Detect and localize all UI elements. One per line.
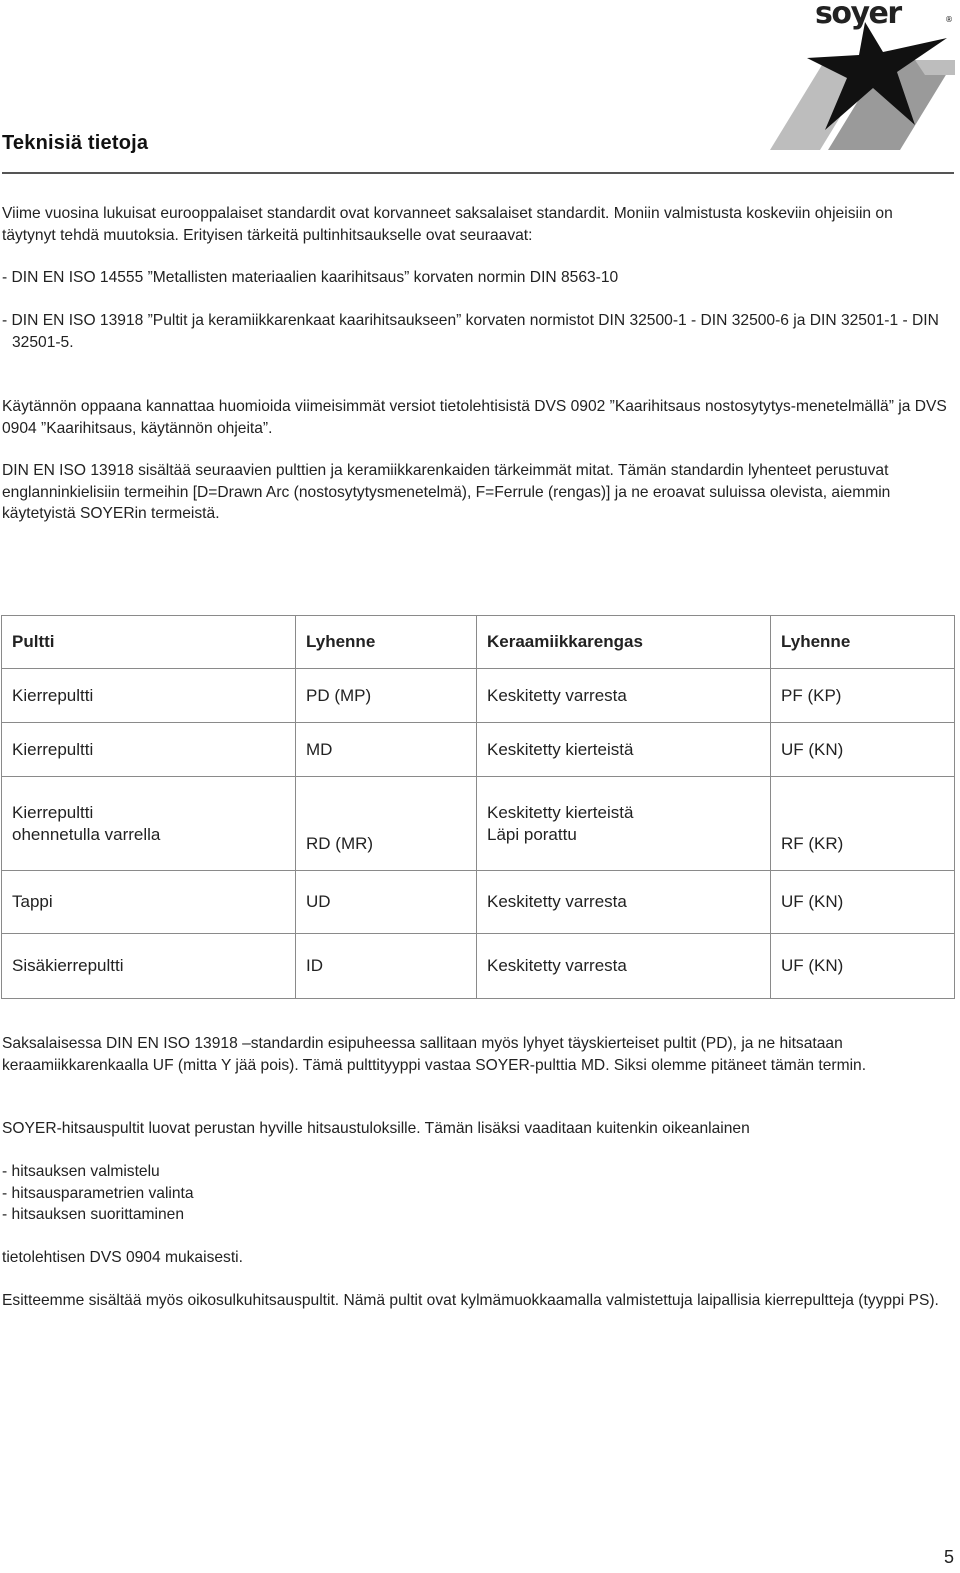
header-cell: Keraamiikkarengas (477, 616, 771, 669)
header-cell: Lyhenne (771, 616, 955, 669)
outro-paragraph-1: Saksalaisessa DIN EN ISO 13918 –standardin esipuheessa sallitaan myös lyhyet täyskierteiset pultit (PD), ja ne hitsataan keraamiikkarenkaalla UF (mitta Y jää pois). Tämä pulttityyppi vastaa SOYER-pulttia MD. Siksi olemme pitäneet tämän termin. (2, 1035, 867, 1074)
intro-paragraph-1: Viime vuosina lukuisat eurooppalaiset standardit ovat korvanneet saksalaiset standardit. Moniin valmistusta koskeviin ohjeisiin on täytynyt tehdä muutoksia. Erityisen tärkeitä pultinhitsaukselle ovat seuraavat: (2, 205, 893, 244)
table-cell: Keskitetty varresta (477, 934, 771, 999)
table-row (2, 934, 955, 999)
table-row (2, 777, 955, 871)
table-cell: UF (KN) (771, 723, 955, 777)
intro-paragraph-3: - DIN EN ISO 13918 ”Pultit ja keramiikkarenkaat kaarihitsaukseen” korvaten normistot DIN 32500-1 - DIN 32500-6 ja DIN 32501-1 - DIN 32501-5. (2, 312, 939, 351)
brand-wordmark: soyer (815, 0, 901, 31)
list-item: - hitsauksen suorittaminen (2, 1206, 185, 1223)
registered-mark: ® (945, 15, 953, 24)
list-item: - hitsauksen valmistelu (2, 1163, 160, 1180)
table-cell: Tappi (2, 871, 296, 934)
outro-paragraph-2: SOYER-hitsauspultit luovat perustan hyville hitsaustuloksille. Tämän lisäksi vaaditaan kuitenkin oikeanlainen (2, 1120, 750, 1137)
table-header-row (2, 616, 955, 669)
table-cell: Keskitetty varresta (477, 669, 771, 723)
table-cell: ID (296, 934, 477, 999)
outro-paragraph-4: Esitteemme sisältää myös oikosulkuhitsauspultit. Nämä pultit ovat kylmämuokkaamalla valmistettuja laipallisia kierrepultteja (tyyppi PS). (2, 1292, 939, 1309)
intro-paragraph-2: - DIN EN ISO 14555 ”Metallisten materiaalien kaarihitsaus” korvaten normin DIN 8563-10 (2, 269, 619, 286)
table-cell: MD (296, 723, 477, 777)
table-cell: Sisäkierrepultti (2, 934, 296, 999)
table-cell: PD (MP) (296, 669, 477, 723)
table-cell: Kierrepultti (2, 723, 296, 777)
page-number: 5 (943, 1547, 954, 1567)
intro-paragraph-5: DIN EN ISO 13918 sisältää seuraavien pulttien ja keramiikkarenkaiden tärkeimmät mitat. Tämän standardin lyhenteet perustuvat englanninkielisiin termeihin [D=Drawn Arc (nostosytytysmenetelmä), F=Ferrule (rengas)] ja ne eroavat suluissa olevista, aiemmin käytetyistä SOYERin termeistä. (2, 462, 891, 522)
table-cell: Keskitetty kierteistä (477, 723, 771, 777)
table-cell: RD (MR) (296, 777, 477, 871)
requirements-list (2, 1161, 947, 1226)
table-row (2, 723, 955, 777)
header-cell: Pultti (2, 616, 296, 669)
table-cell: Keskitetty varresta (477, 871, 771, 934)
table-cell: Keskitetty kierteistä Läpi porattu (477, 777, 771, 871)
table-cell: PF (KP) (771, 669, 955, 723)
title-divider (2, 172, 954, 174)
table-cell: Kierrepultti ohennetulla varrella (2, 777, 296, 871)
soyer-logo (765, 0, 960, 156)
page-title: Teknisiä tietoja (2, 132, 149, 154)
table-cell: UD (296, 871, 477, 934)
list-item: - hitsausparametrien valinta (2, 1184, 194, 1202)
outro-paragraph-3: tietolehtisen DVS 0904 mukaisesti. (2, 1249, 243, 1266)
header-cell: Lyhenne (296, 616, 477, 669)
intro-paragraph-4: Käytännön oppaana kannattaa huomioida viimeisimmät versiot tietolehtisistä DVS 0902 ”Kaarihitsaus nostosytytys-menetelmällä” ja DVS 0904 ”Kaarihitsaus, käytännön ohjeita”. (2, 398, 947, 437)
table-row (2, 871, 955, 934)
table-cell: RF (KR) (771, 777, 955, 871)
table-cell: UF (KN) (771, 871, 955, 934)
table-row (2, 669, 955, 723)
table-cell: UF (KN) (771, 934, 955, 999)
stud-ferrule-table (1, 615, 955, 999)
table-cell: Kierrepultti (2, 669, 296, 723)
